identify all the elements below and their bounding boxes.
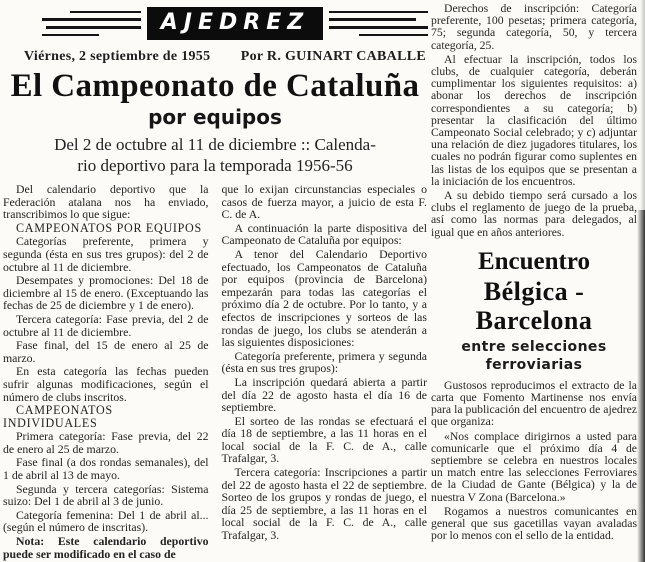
- paragraph: Categoría femenina: Del 1 de abril al... (según el número de inscritas).: [3, 507, 209, 535]
- column-logo-text: AJEDREZ: [160, 10, 310, 35]
- decorative-rule: [329, 18, 416, 21]
- right-column: [431, 0, 637, 545]
- decorative-rule: [42, 34, 99, 37]
- paragraph: A su debido tiempo será cursado a los clubs el reglamento de juego de la prueba, así como las normas para delegados, al igual que en años anteriores.: [431, 189, 637, 239]
- paragraph: Al efectuar la inscripción, todos los clubs, de cualquier categoría, deberán cumplimentar los siguientes requisitos: a) abonar los derechos de inscripción correspondientes a su categoría; b) presentar la clasificación del último Campeonato Social celebrado; y c) adjuntar una relación de diez jugadores titulares, los cuales no podrán figurar como suplentes en las listas de los equipos que se presentan a la iniciación de los encuentros.: [431, 52, 637, 188]
- decorative-rule: [70, 11, 141, 14]
- body-columns: [0, 176, 430, 561]
- decorative-rule: [359, 34, 428, 37]
- sub-article-title-line1: Encuentro: [477, 247, 591, 275]
- deck-line-2: rio deportivo para la temporada 1956-56: [77, 156, 353, 175]
- section-caps-heading: CAMPEONATOS INDIVIDUALES: [3, 403, 113, 430]
- sub-article-subtitle-line1: entre selecciones: [461, 338, 607, 355]
- byline-row: [0, 40, 430, 65]
- masthead: [0, 0, 430, 40]
- paragraph: Fase final, del 15 de enero al 25 de marzo.: [3, 338, 209, 365]
- paragraph: Primera categoría: Fase previa, del 22 de enero al 25 de marzo.: [3, 429, 209, 456]
- date-line: Viérnes, 2 septiembre de 1955: [24, 49, 211, 64]
- body-column-left: [3, 183, 209, 561]
- paragraph: Categorías preferente, primera y segunda (ésta en sus tres grupos): del 2 de octubre al 11 de diciembre.: [3, 234, 209, 274]
- deck-line-1: Del 2 de octubre al 11 de diciembre :: Calenda-: [54, 135, 376, 154]
- sub-article-title-line2: Bélgica - Barcelona: [475, 276, 593, 335]
- paragraph: Categoría preferente, primera y segunda (ésta en sus tres grupos):: [221, 348, 427, 376]
- subheadline: por equipos: [148, 105, 282, 129]
- paragraph: Desempates y promociones: Del 18 de diciembre al 15 de enero. (Exceptuando las fechas de 25 de diciembre y 1 de enero).: [3, 273, 209, 313]
- paragraph: que lo exijan circunstancias especiales o casos de fuerza mayor, a juicio de esta F. C. de A.: [221, 182, 427, 222]
- paragraph: A continuación la parte dispositiva del Campeonato de Cataluña por equipos:: [221, 220, 427, 248]
- sub-article-subtitle-line2: ferroviarias: [485, 356, 583, 373]
- column-logo: [147, 7, 323, 40]
- decorative-rule: [329, 26, 428, 29]
- deck: [0, 134, 430, 176]
- paragraph: «Nos complace dirigirnos a usted para comunicarle que el próximo día 4 de septiembre se celebra en nuestros locales un match entre las selecciones Ferroviares de la Ciudad de Gante (Bélgica) y la de nuestra V Zona (Barcelona.»: [431, 429, 637, 504]
- headline: El Campeonato de Cataluña: [10, 68, 420, 104]
- paragraph: El sorteo de las rondas se efectuará el día 18 de septiembre, a las 11 horas en el local social de la F. C. de A., calle Trafalgar, 3.: [221, 413, 427, 466]
- decorative-rule: [46, 26, 141, 29]
- scan-edge-artifact: [637, 210, 645, 562]
- author-byline: Por R. GUINART CABALLE: [240, 49, 426, 64]
- paragraph: En esta categoría las fechas pueden sufrir algunas modificaciones, según el número de clubs inscritos.: [3, 364, 209, 404]
- section-caps-heading: CAMPEONATOS POR EQUIPOS: [16, 220, 202, 235]
- paragraph: Rogamos a nuestros comunicantes en general que sus gacetillas vayan avaladas por lo menos con el sello de la entidad.: [431, 504, 637, 543]
- paragraph: Tercera categoría: Fase previa, del 2 de octubre al 11 de diciembre.: [3, 311, 209, 339]
- decorative-rule: [42, 18, 141, 21]
- paragraph: A tenor del Calendario Deportivo efectuado, los Campeonatos de Cataluña por equipos (provincia de Barcelona) empezarán para todas las categorías el próximo día 2 de octubre. Por lo tanto, y a efectos de inscripciones y sorteos de las rondas de juego, los clubs se atenderán a las siguientes disposiciones:: [221, 246, 427, 350]
- paragraph: Fase final (a dos rondas semanales), del 1 de abril al 13 de mayo.: [3, 455, 209, 483]
- body-column-middle: [222, 183, 428, 561]
- paragraph: Del calendario deportivo que la Federación atalana nos ha enviado, transcribimos lo que sigue:: [3, 182, 209, 222]
- scan-edge-artifact: [640, 0, 645, 210]
- paragraph: Derechos de inscripción: Categoría preferente, 100 pesetas; primera categoría, 75; segunda categoría, 50, y tercera categoría, 25.: [431, 2, 637, 52]
- masthead-rules-right: [329, 11, 428, 36]
- paragraph: La inscripción quedará abierta a partir del día 22 de agosto hasta el día 16 de septiembre.: [221, 374, 427, 415]
- decorative-rule: [329, 11, 428, 14]
- masthead-rules-left: [42, 11, 141, 36]
- paragraph: Segunda y tercera categorías: Sistema suizo: Del 1 de abril al 3 de junio.: [3, 481, 209, 509]
- paragraph: Gustosos reproducimos el extracto de la carta que Fomento Martinense nos envía para la publicación del encuentro de ajedrez que organiza:: [431, 378, 637, 429]
- paragraph: Nota: Este calendario deportivo puede ser modificado en el caso de: [3, 534, 209, 561]
- paragraph: Tercera categoría: Inscripciones a partir del 22 de agosto hasta el 22 de septiembre. Sorteo de los grupos y rondas de juego, el día 25 de septiembre, a las 11 horas en el local social de la F. C. de A., calle Trafalgar, 3.: [221, 465, 427, 543]
- sub-article-subtitle: [431, 338, 637, 374]
